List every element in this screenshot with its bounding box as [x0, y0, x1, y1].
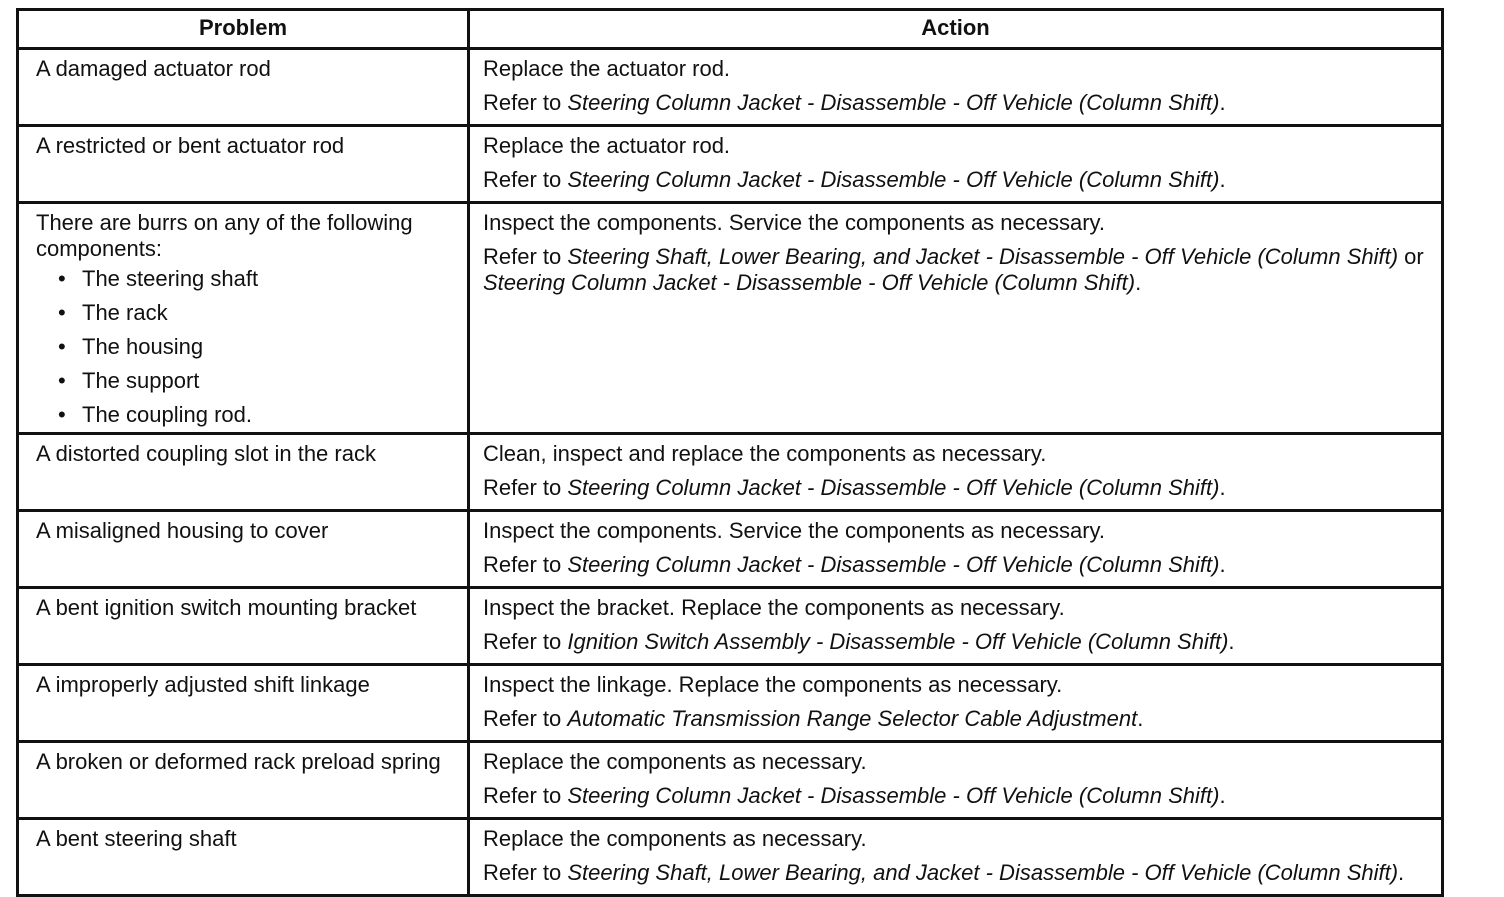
bullet-icon: •	[58, 334, 66, 359]
component-list	[36, 266, 455, 428]
ref-prefix: Refer to	[483, 552, 568, 577]
action-cell	[469, 511, 1443, 588]
table-row	[18, 434, 1443, 511]
action-text: Clean, inspect and replace the components as necessary.	[483, 441, 1047, 466]
action-text: Replace the actuator rod.	[483, 56, 731, 81]
ref-prefix: Refer to	[483, 90, 568, 115]
problem-cell: A improperly adjusted shift linkage	[18, 665, 469, 742]
ref-suffix: .	[1219, 90, 1226, 115]
ref-prefix: Refer to	[483, 475, 568, 500]
reference-line	[483, 475, 1429, 501]
problem-text: There are burrs on any of the following components:	[36, 210, 413, 261]
reference-line	[483, 706, 1429, 732]
ref-prefix: Refer to	[483, 706, 568, 731]
action-cell	[469, 819, 1443, 896]
bullet-icon: •	[58, 266, 66, 291]
table-row	[18, 49, 1443, 126]
list-item: • The support	[58, 368, 200, 393]
ref-suffix: .	[1398, 860, 1405, 885]
table-row	[18, 742, 1443, 819]
table-row	[18, 819, 1443, 896]
action-text: Replace the components as necessary.	[483, 826, 867, 851]
action-cell	[469, 203, 1443, 434]
bullet-icon: •	[58, 368, 66, 393]
list-item: • The coupling rod.	[58, 402, 252, 427]
reference-link: Steering Column Jacket - Disassemble - Off Vehicle (Column Shift)	[483, 270, 1136, 295]
table-row	[18, 588, 1443, 665]
ref-suffix: .	[1137, 706, 1144, 731]
action-text: Inspect the components. Service the components as necessary.	[483, 210, 1106, 235]
header-problem: Problem	[18, 10, 469, 49]
ref-mid: or	[1398, 244, 1424, 269]
problem-cell	[18, 203, 469, 434]
ref-prefix: Refer to	[483, 244, 568, 269]
action-cell	[469, 588, 1443, 665]
reference-line	[483, 552, 1429, 578]
problem-cell: A distorted coupling slot in the rack	[18, 434, 469, 511]
problem-cell: A bent ignition switch mounting bracket	[18, 588, 469, 665]
reference-link: Automatic Transmission Range Selector Cable Adjustment	[567, 706, 1138, 731]
reference-line	[483, 783, 1429, 809]
action-text: Replace the components as necessary.	[483, 749, 867, 774]
reference-link: Steering Shaft, Lower Bearing, and Jacket - Disassemble - Off Vehicle (Column Shift)	[567, 860, 1399, 885]
action-text: Inspect the linkage. Replace the components as necessary.	[483, 672, 1063, 697]
action-cell	[469, 742, 1443, 819]
bullet-icon: •	[58, 300, 66, 325]
reference-line	[483, 167, 1429, 193]
table-row	[18, 126, 1443, 203]
action-cell	[469, 126, 1443, 203]
problem-cell: A misaligned housing to cover	[18, 511, 469, 588]
list-item: • The housing	[58, 334, 204, 359]
reference-link: Steering Column Jacket - Disassemble - Off Vehicle (Column Shift)	[567, 475, 1220, 500]
ref-prefix: Refer to	[483, 860, 568, 885]
header-action: Action	[469, 10, 1443, 49]
diagnostic-table	[16, 8, 1444, 897]
table-row	[18, 511, 1443, 588]
action-text: Inspect the components. Service the components as necessary.	[483, 518, 1106, 543]
ref-prefix: Refer to	[483, 629, 568, 654]
ref-prefix: Refer to	[483, 783, 568, 808]
ref-suffix: .	[1219, 552, 1226, 577]
problem-cell: A bent steering shaft	[18, 819, 469, 896]
reference-line	[483, 629, 1429, 655]
reference-link: Steering Column Jacket - Disassemble - Off Vehicle (Column Shift)	[567, 783, 1220, 808]
ref-suffix: .	[1228, 629, 1235, 654]
header-row	[18, 10, 1443, 49]
problem-cell: A damaged actuator rod	[18, 49, 469, 126]
table-row	[18, 203, 1443, 434]
reference-link: Steering Column Jacket - Disassemble - Off Vehicle (Column Shift)	[567, 90, 1220, 115]
action-cell	[469, 49, 1443, 126]
ref-suffix: .	[1135, 270, 1142, 295]
table-row	[18, 665, 1443, 742]
action-cell	[469, 665, 1443, 742]
ref-suffix: .	[1219, 475, 1226, 500]
reference-link: Steering Shaft, Lower Bearing, and Jacket - Disassemble - Off Vehicle (Column Shift)	[567, 244, 1399, 269]
reference-line	[483, 90, 1429, 116]
list-item: • The rack	[58, 300, 168, 325]
reference-link: Ignition Switch Assembly - Disassemble - Off Vehicle (Column Shift)	[567, 629, 1229, 654]
bullet-icon: •	[58, 402, 66, 427]
ref-suffix: .	[1219, 167, 1226, 192]
action-text: Replace the actuator rod.	[483, 133, 731, 158]
problem-cell: A restricted or bent actuator rod	[18, 126, 469, 203]
reference-link: Steering Column Jacket - Disassemble - Off Vehicle (Column Shift)	[567, 167, 1220, 192]
reference-line	[483, 860, 1429, 886]
ref-prefix: Refer to	[483, 167, 568, 192]
ref-suffix: .	[1219, 783, 1226, 808]
reference-link: Steering Column Jacket - Disassemble - Off Vehicle (Column Shift)	[567, 552, 1220, 577]
action-cell	[469, 434, 1443, 511]
problem-cell: A broken or deformed rack preload spring	[18, 742, 469, 819]
action-text: Inspect the bracket. Replace the components as necessary.	[483, 595, 1065, 620]
list-item: • The steering shaft	[58, 266, 259, 291]
reference-line	[483, 244, 1429, 296]
